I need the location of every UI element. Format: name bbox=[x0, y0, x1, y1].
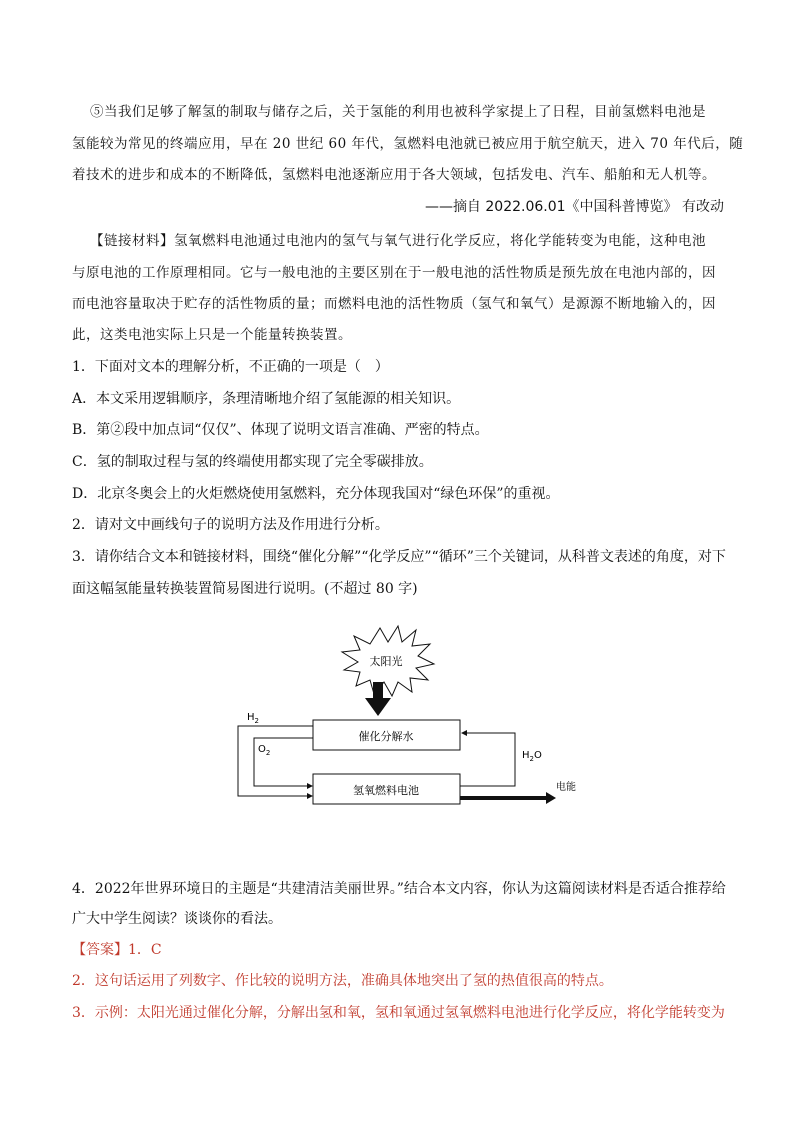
answer-2: 2．这句话运用了列数字、作比较的说明方法，准确具体地突出了氢的热值很高的特点。 bbox=[72, 973, 613, 989]
link-material-line1: 【链接材料】氢氧燃料电池通过电池内的氢气与氧气进行化学反应，将化学能转变为电能，这种电池 bbox=[90, 233, 706, 249]
h2-label: $H_2$ bbox=[247, 712, 259, 725]
question-4-line1: 4．2022年世界环境日的主题是“共建清洁美丽世界。”结合本文内容，你认为这篇阅读材料是否适合推荐给 bbox=[72, 881, 726, 897]
question-1-option-d: D．北京冬奥会上的火炬燃烧使用氢燃料，充分体现我国对“绿色环保”的重视。 bbox=[72, 486, 560, 502]
passage-p5-line1: ⑤当我们足够了解氢的制取与储存之后，关于氢能的利用也被科学家提上了日程，目前氢燃料电池是 bbox=[90, 104, 706, 120]
link-material-line2: 与原电池的工作原理相同。它与一般电池的主要区别在于一般电池的活性物质是预先放在电池内部的，因 bbox=[72, 265, 716, 281]
box-fuel-cell-label: 氢氧燃料电池 bbox=[353, 784, 419, 797]
link-material-line4: 此，这类电池实际上只是一个能量转换装置。 bbox=[72, 327, 352, 343]
h2o-label: $H_2O$ bbox=[522, 750, 542, 763]
question-2: 2．请对文中画线句子的说明方法及作用进行分析。 bbox=[72, 517, 389, 533]
o2-label: $O_2$ bbox=[258, 744, 271, 757]
electric-output-arrow-icon bbox=[460, 792, 556, 804]
passage-p5-line2: 氢能较为常见的终端应用，早在 20 世纪 60 年代，氢燃料电池就已被应用于航空航天，进入 70 年代后，随 bbox=[72, 136, 744, 152]
question-3-line1: 3．请你结合文本和链接材料，围绕“催化分解”“化学反应”“循环”三个关键词，从科普文表述的角度，对下 bbox=[72, 549, 726, 565]
question-1: 1．下面对文本的理解分析，不正确的一项是（ ） bbox=[72, 359, 389, 375]
link-material-line3: 而电池容量取决于贮存的活性物质的量；而燃料电池的活性物质（氢气和氧气）是源源不断地输入的，因 bbox=[72, 296, 716, 312]
passage-p5-line3: 着技术的进步和成本的不断降低，氢燃料电池逐渐应用于各大领域，包括发电、汽车、船舶和无人机等。 bbox=[72, 167, 716, 183]
question-3-line2: 面这幅氢能量转换装置简易图进行说明。(不超过 80 字) bbox=[72, 581, 418, 597]
h2o-flow-line bbox=[460, 733, 515, 786]
sun-label: 太阳光 bbox=[369, 655, 403, 668]
question-1-option-c: C．氢的制取过程与氢的终端使用都实现了完全零碳排放。 bbox=[72, 454, 433, 470]
question-1-option-b: B．第②段中加点词“仅仅”、体现了说明文语言准确、严密的特点。 bbox=[72, 422, 489, 438]
answer-1-row bbox=[72, 941, 162, 959]
answer-3: 3．示例：太阳光通过催化分解，分解出氢和氧，氢和氧通过氢氧燃料电池进行化学反应，将化学能转变为 bbox=[72, 1005, 725, 1021]
energy-conversion-diagram bbox=[220, 620, 590, 820]
box-catalytic-decomposition-label: 催化分解水 bbox=[358, 730, 414, 743]
passage-source: ——摘自 2022.06.01《中国科普博览》 有改动 bbox=[424, 199, 724, 215]
question-1-option-a: A．本文采用逻辑顺序，条理清晰地介绍了氢能源的相关知识。 bbox=[72, 391, 461, 407]
answer-tag: 【答案】 bbox=[72, 942, 128, 958]
question-4-line2: 广大中学生阅读？谈谈你的看法。 bbox=[72, 911, 282, 927]
output-label: 电能 bbox=[556, 782, 576, 793]
answer-1: 1．C bbox=[128, 942, 162, 958]
